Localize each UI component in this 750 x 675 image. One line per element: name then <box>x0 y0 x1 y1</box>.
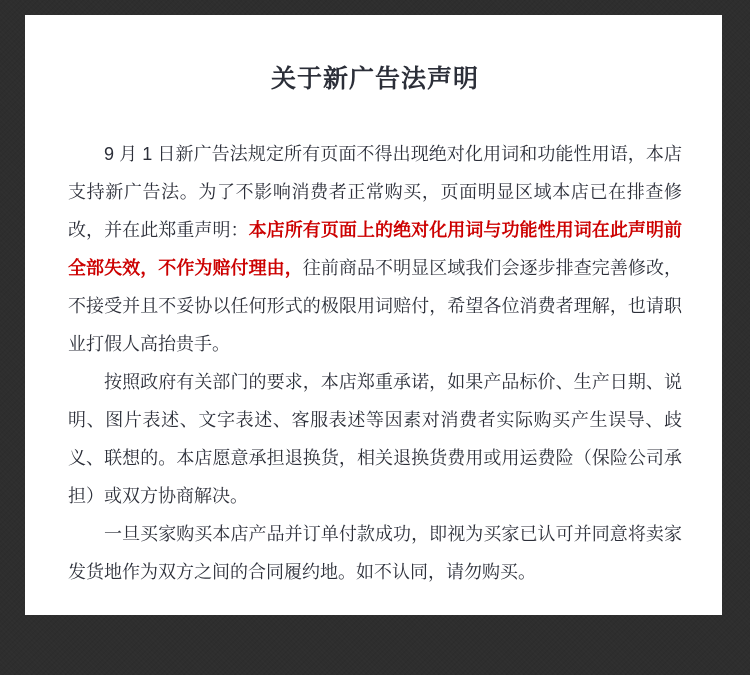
paragraph-opening-tail: 往前商品不明显区域我们会逐步排查完善修改，不接受并且不妥协以任何形式的极限用词赔付，希望各位消费者理解，也请职业打假人高抬贵手。 <box>68 258 683 354</box>
statement-body <box>68 135 682 591</box>
paragraph-purchase-agreement: 一旦买家购买本店产品并订单付款成功，即视为买家已认可并同意将卖家发货地作为双方之间的合同履约地。如不认同，请勿购买。 <box>68 524 682 582</box>
paragraph-opening-lead: 9 月 1 日新广告法规定所有页面不得出现绝对化用词和功能性用语，本店支持新广告法。为了不影响消费者正常购买，页面明显区域本店已在排查修改，并在此郑重声明： <box>68 144 682 240</box>
paragraph-opening-red-emphasis: 本店所有页面上的绝对化用词与功能性用词在此声明前全部失效，不作为赔付理由， <box>68 220 683 278</box>
paragraph-refund-promise: 按照政府有关部门的要求，本店郑重承诺，如果产品标价、生产日期、说明、图片表述、文字表述、客服表述等因素对消费者实际购买产生误导、歧义、联想的。本店愿意承担退换货，相关退换货费用或用运费险（保险公司承担）或双方协商解决。 <box>68 372 682 506</box>
statement-card <box>25 15 722 615</box>
paragraph-opening <box>68 135 682 363</box>
statement-title: 关于新广告法声明 <box>270 65 479 93</box>
